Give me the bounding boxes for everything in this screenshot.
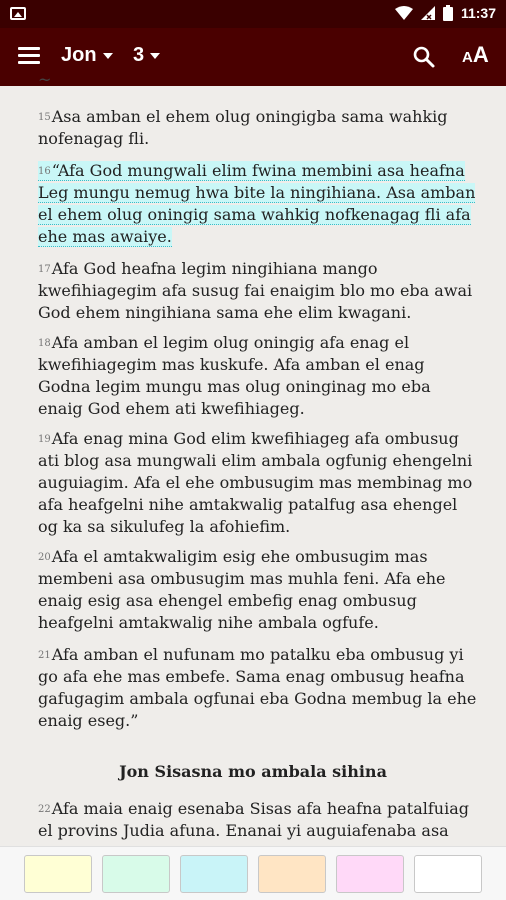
verse-16[interactable] <box>38 160 478 248</box>
clipped-text: ~ <box>38 70 52 89</box>
highlight-palette <box>0 846 506 900</box>
verse-text: Afa amban el nufunam mo patalku eba ombusug yi go afa ehe mas embefe. Sama enag ombusug heafna gafugagim ambala ogfunai eba Godna membug la ehe enaig eseg.” <box>38 645 477 730</box>
book-name: Jon <box>61 44 97 66</box>
chapter-selector[interactable] <box>133 44 160 67</box>
verse-number: 16 <box>38 166 51 177</box>
verse-text: Afa el amtakwaligim esig ehe ombusugim mas membeni asa ombusugim mas muhla feni. Afa ehe enaig esig asa ehengel embefig enag ombusug heafgelni amtakwalig nihe ambala ogfufe. <box>38 547 446 632</box>
verse-18[interactable] <box>38 332 478 420</box>
font-size-icon[interactable]: A A <box>462 42 489 67</box>
verse-text: Afa amban el legim olug oningig afa enag el kwefihiagegim mas kuskufe. Afa amban el enag Godna legim mungu mas olug oninginag mo eba enaig God ehem ati kwefihiageg. <box>38 333 431 418</box>
verse-number: 22 <box>38 804 51 815</box>
highlight-yellow-swatch[interactable] <box>24 855 92 893</box>
status-bar <box>0 0 506 28</box>
highlight-pink-swatch[interactable] <box>336 855 404 893</box>
verse-19[interactable] <box>38 428 478 538</box>
verse-text: Afa enag mina God elim kwefihiageg afa ombusug ati blog asa mungwali elim ambala ogfunig ehengelni auguiagim. Afa el ehe ombusugim mas membinag mo afa heafgelni nihe amtakwalig patalfug asa ehengel og ka sa sikulufeg la afohiefim. <box>38 429 473 536</box>
verse-17[interactable] <box>38 258 478 324</box>
gallery-notification-icon <box>10 7 26 20</box>
signal-icon <box>421 6 435 20</box>
verse-text: Asa amban el ehem olug oningigba sama wahkig nofenagag fli. <box>38 107 448 148</box>
menu-icon[interactable] <box>18 47 40 65</box>
verse-number: 17 <box>38 264 51 275</box>
chapter-number: 3 <box>133 44 145 66</box>
verse-text: “Afa God mungwali elim fwina membini asa heafna Leg mungu nemug hwa bite la ningihiana. Asa amban el ehem olug oningig sama wahkig nofkenagag fli afa ehe mas awaiye. <box>38 161 476 246</box>
verse-number: 18 <box>38 338 51 349</box>
section-heading: Jon Sisasna mo ambala sihina <box>119 762 387 781</box>
chapter-dropdown-icon <box>150 53 160 59</box>
verse-text: Afa maia enaig esenaba Sisas afa heafna patalfuiag el provins Judia afuna. Enanai yi auguiafenaba asa <box>38 799 469 840</box>
book-dropdown-icon <box>103 53 113 59</box>
battery-icon <box>443 5 453 21</box>
highlight-green-swatch[interactable] <box>102 855 170 893</box>
highlight-blue-swatch[interactable] <box>180 855 248 893</box>
verse-number: 21 <box>38 650 51 661</box>
verse-number: 20 <box>38 552 51 563</box>
wifi-icon <box>395 6 413 20</box>
highlight-white-swatch[interactable] <box>414 855 482 893</box>
verse-number: 19 <box>38 434 51 445</box>
book-selector[interactable] <box>61 44 113 67</box>
verse-21[interactable] <box>38 644 478 732</box>
app-bar <box>0 28 506 86</box>
verse-20[interactable] <box>38 546 478 634</box>
status-time: 11:37 <box>460 5 496 21</box>
verse-number: 15 <box>38 112 51 123</box>
verse-15[interactable] <box>38 106 478 150</box>
verse-text: Afa God heafna legim ningihiana mango kwefihiagegim afa susug fai enaigim blo mo eba awai God ehem ningihiana sama ehe elim kwagani. <box>38 259 473 322</box>
search-icon[interactable] <box>412 45 436 69</box>
chapter-text[interactable] <box>0 70 506 846</box>
highlight-orange-swatch[interactable] <box>258 855 326 893</box>
